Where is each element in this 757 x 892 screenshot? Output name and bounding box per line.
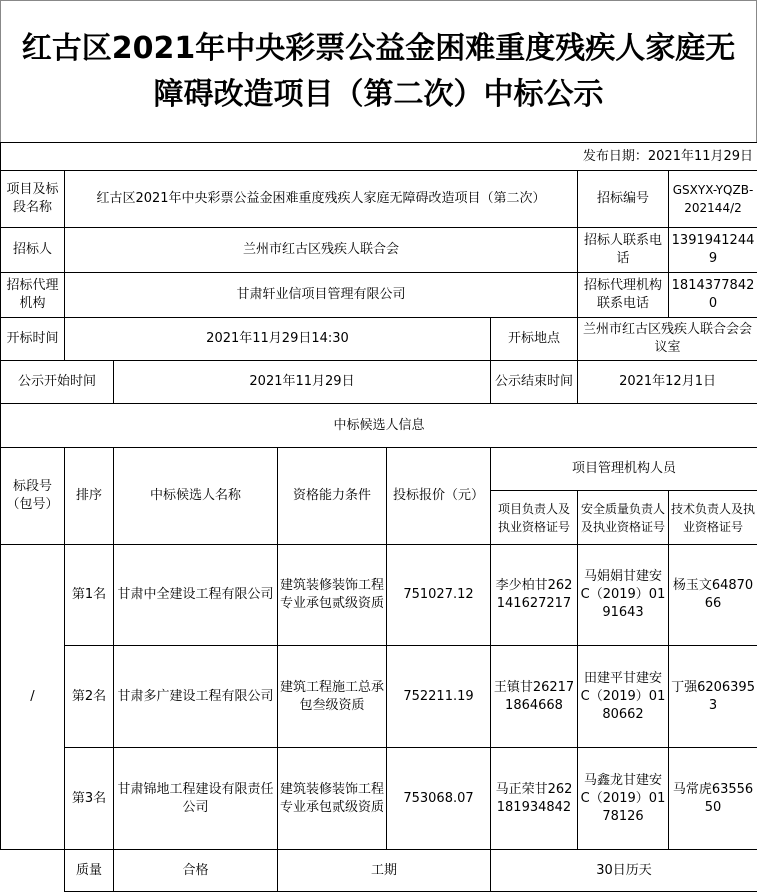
candidate-tech: 马常虎6355650 (669, 748, 757, 850)
candidate-rank: 第1名 (65, 545, 114, 646)
candidate-tech: 丁强62063953 (669, 646, 757, 748)
col-safety: 安全质量负责人及执业资格证号 (578, 491, 669, 545)
candidate-pm: 王镇甘262171864668 (491, 646, 578, 748)
open-time-value: 2021年11月29日14:30 (65, 318, 491, 361)
quality-label: 质量 (65, 850, 114, 892)
col-rank: 排序 (65, 448, 114, 545)
candidate-price: 753068.07 (387, 748, 491, 850)
notice-start-value: 2021年11月29日 (114, 361, 491, 404)
col-qualification: 资格能力条件 (278, 448, 387, 545)
publish-date: 发布日期：2021年11月29日 (1, 143, 757, 171)
candidate-qualification: 建筑装修装饰工程专业承包贰级资质 (278, 748, 387, 850)
candidate-name: 甘肃多广建设工程有限公司 (114, 646, 278, 748)
notice-start-label: 公示开始时间 (1, 361, 114, 404)
candidate-qualification: 建筑工程施工总承包叁级资质 (278, 646, 387, 748)
period-label: 工期 (278, 850, 491, 892)
notice-end-value: 2021年12月1日 (578, 361, 757, 404)
tenderer-value: 兰州市红古区残疾人联合会 (65, 228, 578, 273)
open-place-label: 开标地点 (491, 318, 578, 361)
candidate-price: 752211.19 (387, 646, 491, 748)
footer-spacer (1, 850, 65, 892)
candidate-rank: 第3名 (65, 748, 114, 850)
candidate-name: 甘肃锦地工程建设有限责任公司 (114, 748, 278, 850)
bid-notice-table (0, 142, 757, 892)
candidate-qualification: 建筑装修装饰工程专业承包贰级资质 (278, 545, 387, 646)
candidate-safety: 马娟娟甘建安C（2019）0191643 (578, 545, 669, 646)
candidate-tech: 杨玉文6487066 (669, 545, 757, 646)
col-tech: 技术负责人及执业资格证号 (669, 491, 757, 545)
project-label: 项目及标段名称 (1, 171, 65, 228)
agency-phone-label: 招标代理机构联系电话 (578, 273, 669, 318)
col-price: 投标报价（元） (387, 448, 491, 545)
project-value: 红古区2021年中央彩票公益金困难重度残疾人家庭无障碍改造项目（第二次） (65, 171, 578, 228)
candidate-name: 甘肃中全建设工程有限公司 (114, 545, 278, 646)
candidates-header: 中标候选人信息 (1, 404, 757, 448)
col-name: 中标候选人名称 (114, 448, 278, 545)
open-time-label: 开标时间 (1, 318, 65, 361)
candidate-safety: 田建平甘建安C（2019）0180662 (578, 646, 669, 748)
open-place-value: 兰州市红古区残疾人联合会会议室 (578, 318, 757, 361)
lot-value: / (1, 545, 65, 850)
col-mgmt: 项目管理机构人员 (491, 448, 757, 491)
candidate-pm: 马正荣甘262181934842 (491, 748, 578, 850)
col-pm: 项目负责人及执业资格证号 (491, 491, 578, 545)
period-value: 30日历天 (491, 850, 757, 892)
tenderer-label: 招标人 (1, 228, 65, 273)
bid-no-value: GSXYX-YQZB-202144/2 (669, 171, 757, 228)
tenderer-phone-value: 13919412449 (669, 228, 757, 273)
agency-value: 甘肃轩业信项目管理有限公司 (65, 273, 578, 318)
candidate-rank: 第2名 (65, 646, 114, 748)
bid-no-label: 招标编号 (578, 171, 669, 228)
agency-phone-value: 18143778420 (669, 273, 757, 318)
col-lot: 标段号（包号） (1, 448, 65, 545)
notice-end-label: 公示结束时间 (491, 361, 578, 404)
tenderer-phone-label: 招标人联系电话 (578, 228, 669, 273)
candidate-pm: 李少柏甘262141627217 (491, 545, 578, 646)
candidate-safety: 马鑫龙甘建安C（2019）0178126 (578, 748, 669, 850)
page-title: 红古区2021年中央彩票公益金困难重度残疾人家庭无障碍改造项目（第二次）中标公示 (0, 0, 757, 142)
agency-label: 招标代理机构 (1, 273, 65, 318)
candidate-price: 751027.12 (387, 545, 491, 646)
quality-value: 合格 (114, 850, 278, 892)
